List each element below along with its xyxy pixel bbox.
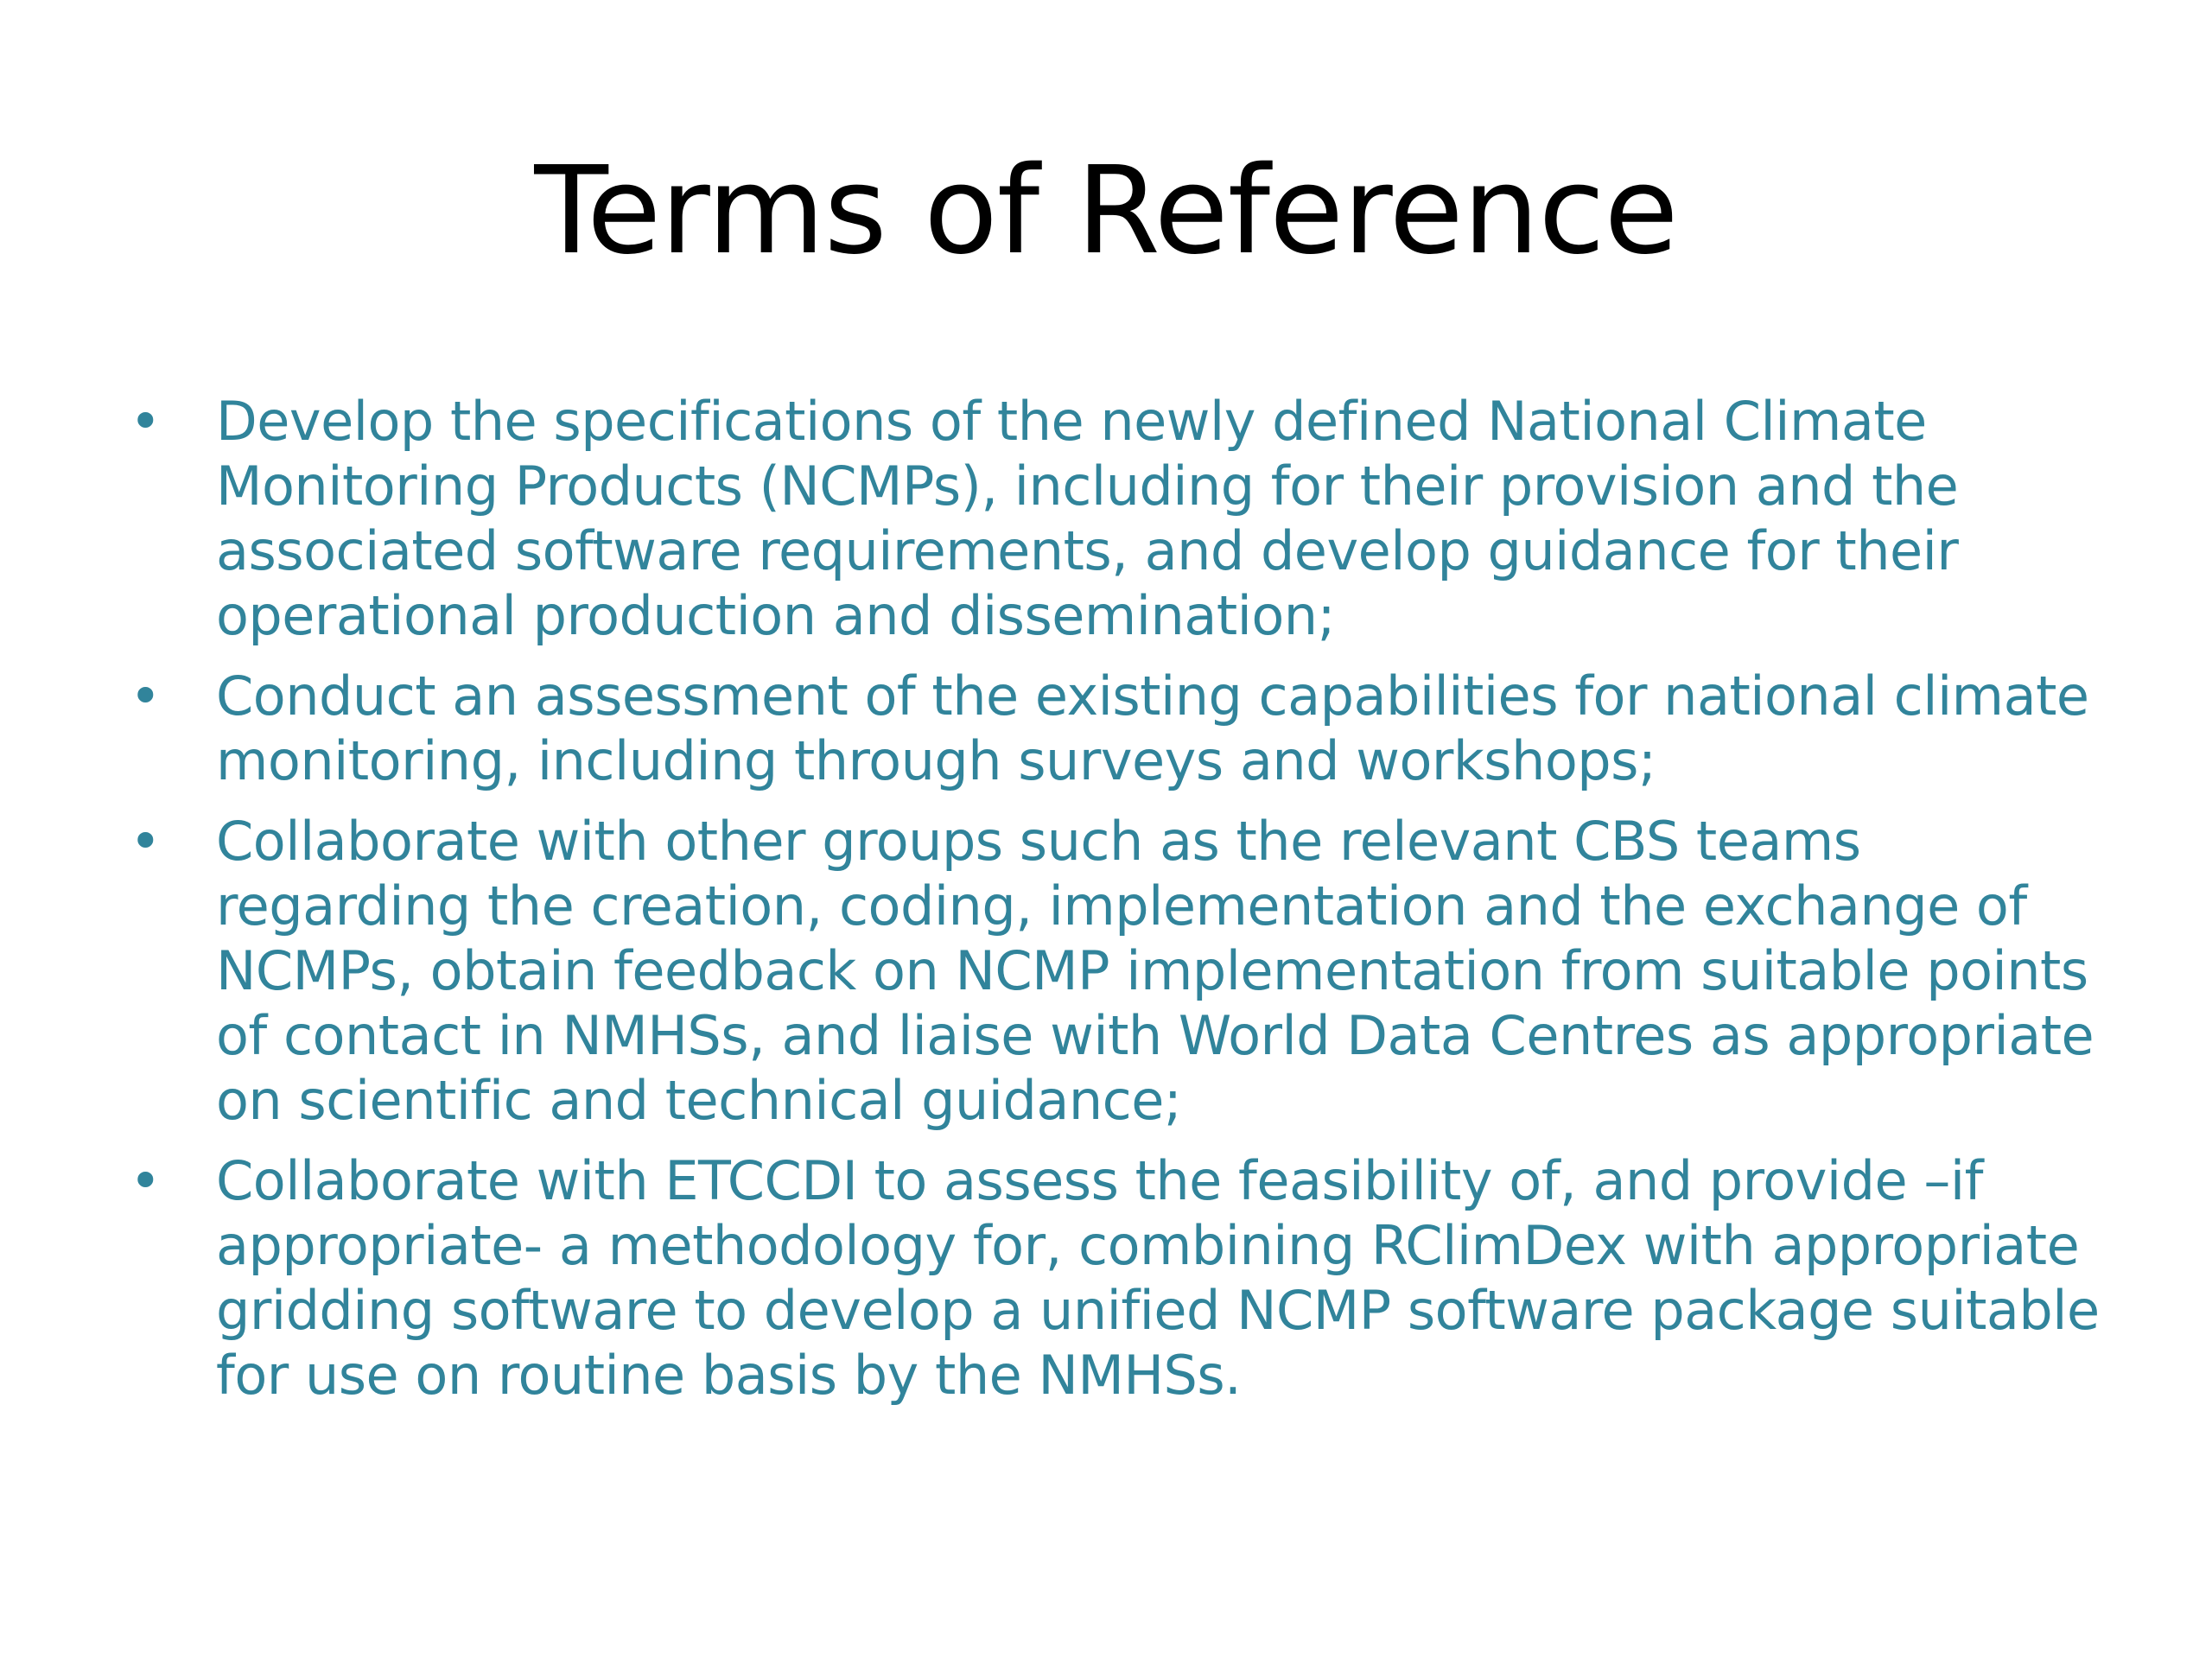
bullet-icon: • xyxy=(130,1149,162,1212)
bullet-text: Collaborate with ETCCDI to assess the feasibility of, and provide –if appropriate- a methodology for, combining RClimDex with appropriate gridding software to develop a unified NCMP software package suitable for use on routine basis by the NMHSs. xyxy=(216,1149,2100,1407)
slide-title: Terms of Reference xyxy=(534,141,1678,282)
bullet-text: Develop the specifications of the newly defined National Climate Monitoring Products (NCMPs), including for their provision and the associated software requirements, and develop guidance for their operational production and dissemination; xyxy=(216,390,1959,647)
bullet-text: Collaborate with other groups such as the relevant CBS teams regarding the creation, coding, implementation and the exchange of NCMPs, obtain feedback on NCMP implementation from suitable points of contact in NMHSs, and liaise with World Data Centres as appropriate on scientific and technical guidance; xyxy=(216,810,2094,1132)
bullet-icon: • xyxy=(130,664,162,728)
bullet-item xyxy=(130,809,2108,1133)
bullet-item xyxy=(130,1148,2108,1408)
bullet-icon: • xyxy=(130,390,162,453)
bullet-list xyxy=(130,389,2108,1423)
bullet-text: Conduct an assessment of the existing capabilities for national climate monitoring, including through surveys and workshops; xyxy=(216,664,2089,792)
bullet-icon: • xyxy=(130,810,162,873)
bullet-item xyxy=(130,389,2108,648)
bullet-item xyxy=(130,664,2108,793)
